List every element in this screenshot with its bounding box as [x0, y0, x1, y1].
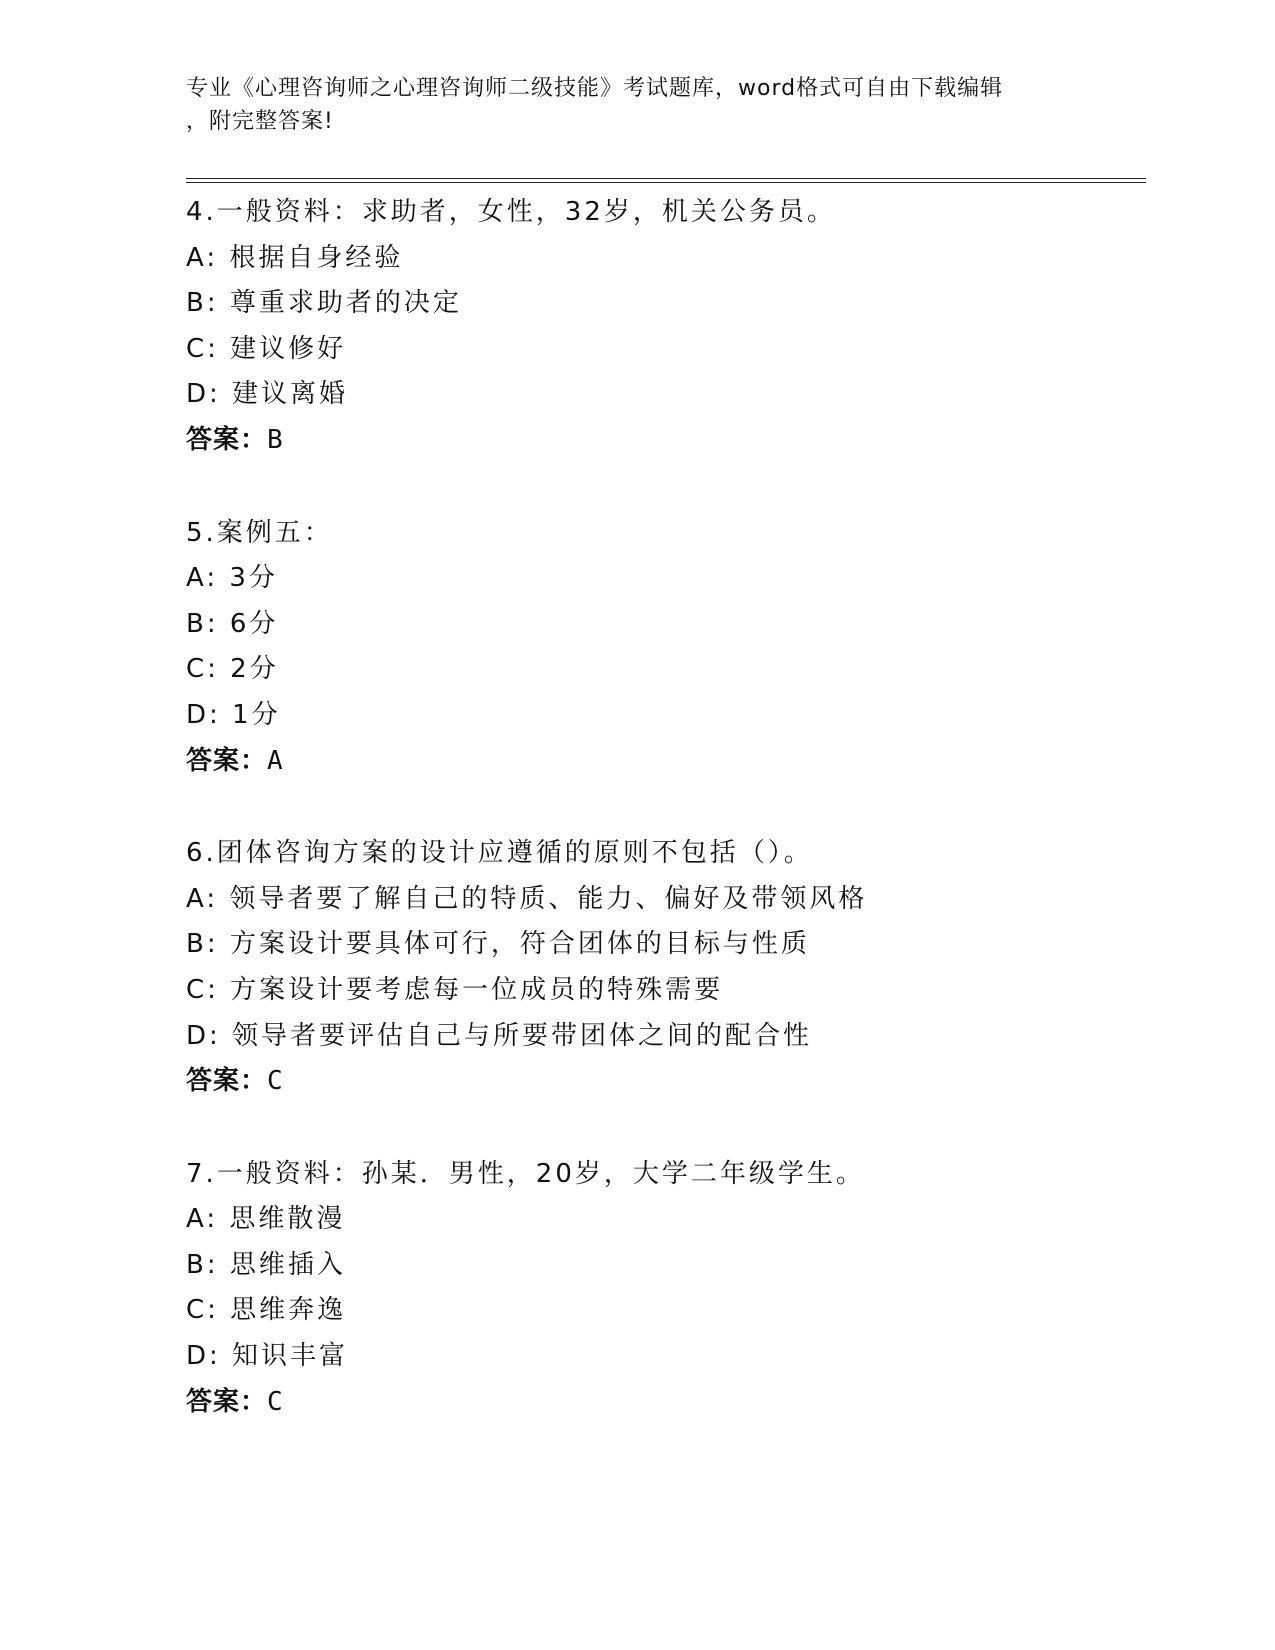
answer-label: 答案： [186, 424, 268, 455]
option-b: B: 6分 [186, 608, 279, 639]
question-5 [186, 511, 1146, 785]
header-line-2: ，附完整答案! [186, 109, 334, 134]
answer-label: 答案： [186, 1386, 268, 1417]
option-d: D: 建议离婚 [186, 379, 349, 410]
option-b: B: 方案设计要具体可行，符合团体的目标与性质 [186, 929, 810, 960]
option-d: D: 知识丰富 [186, 1341, 349, 1372]
option-a: A: 领导者要了解自己的特质、能力、偏好及带领风格 [186, 883, 868, 914]
answer-line [186, 1380, 1146, 1426]
option-d: D: 领导者要评估自己与所要带团体之间的配合性 [186, 1020, 813, 1051]
question-6 [186, 831, 1146, 1105]
option-b: B: 思维插入 [186, 1249, 346, 1280]
question-list [186, 190, 1146, 1472]
answer-value: C [267, 1066, 284, 1097]
question-stem: 7.一般资料：孙某．男性，20岁，大学二年级学生。 [186, 1158, 865, 1189]
answer-line [186, 1059, 1146, 1105]
question-4 [186, 190, 1146, 464]
option-c: C: 思维奔逸 [186, 1295, 347, 1326]
answer-line [186, 739, 1146, 785]
question-stem: 4.一般资料：求助者，女性，32岁，机关公务员。 [186, 197, 836, 227]
option-a: A: 思维散漫 [186, 1204, 346, 1235]
answer-value: A [267, 745, 284, 776]
answer-line [186, 418, 1146, 464]
header-line-1: 专业《心理咨询师之心理咨询师二级技能》考试题库，word格式可自由下载编辑 [186, 76, 1004, 101]
option-b: B: 尊重求助者的决定 [186, 288, 462, 319]
option-d: D: 1分 [186, 699, 281, 730]
question-stem: 6.团体咨询方案的设计应遵循的原则不包括（）。 [186, 838, 813, 869]
document-header [186, 72, 1086, 138]
option-c: C: 方案设计要考虑每一位成员的特殊需要 [186, 974, 724, 1005]
answer-label: 答案： [186, 1066, 268, 1097]
answer-value: C [267, 1386, 284, 1417]
question-stem: 5.案例五： [186, 517, 333, 548]
header-divider-bottom [186, 182, 1146, 183]
option-c: C: 2分 [186, 654, 279, 685]
question-7 [186, 1152, 1146, 1426]
option-c: C: 建议修好 [186, 333, 347, 364]
answer-label: 答案： [186, 745, 268, 776]
option-a: A: 根据自身经验 [186, 242, 404, 273]
option-a: A: 3分 [186, 563, 278, 594]
answer-value: B [267, 424, 284, 455]
header-divider-top [186, 178, 1146, 179]
